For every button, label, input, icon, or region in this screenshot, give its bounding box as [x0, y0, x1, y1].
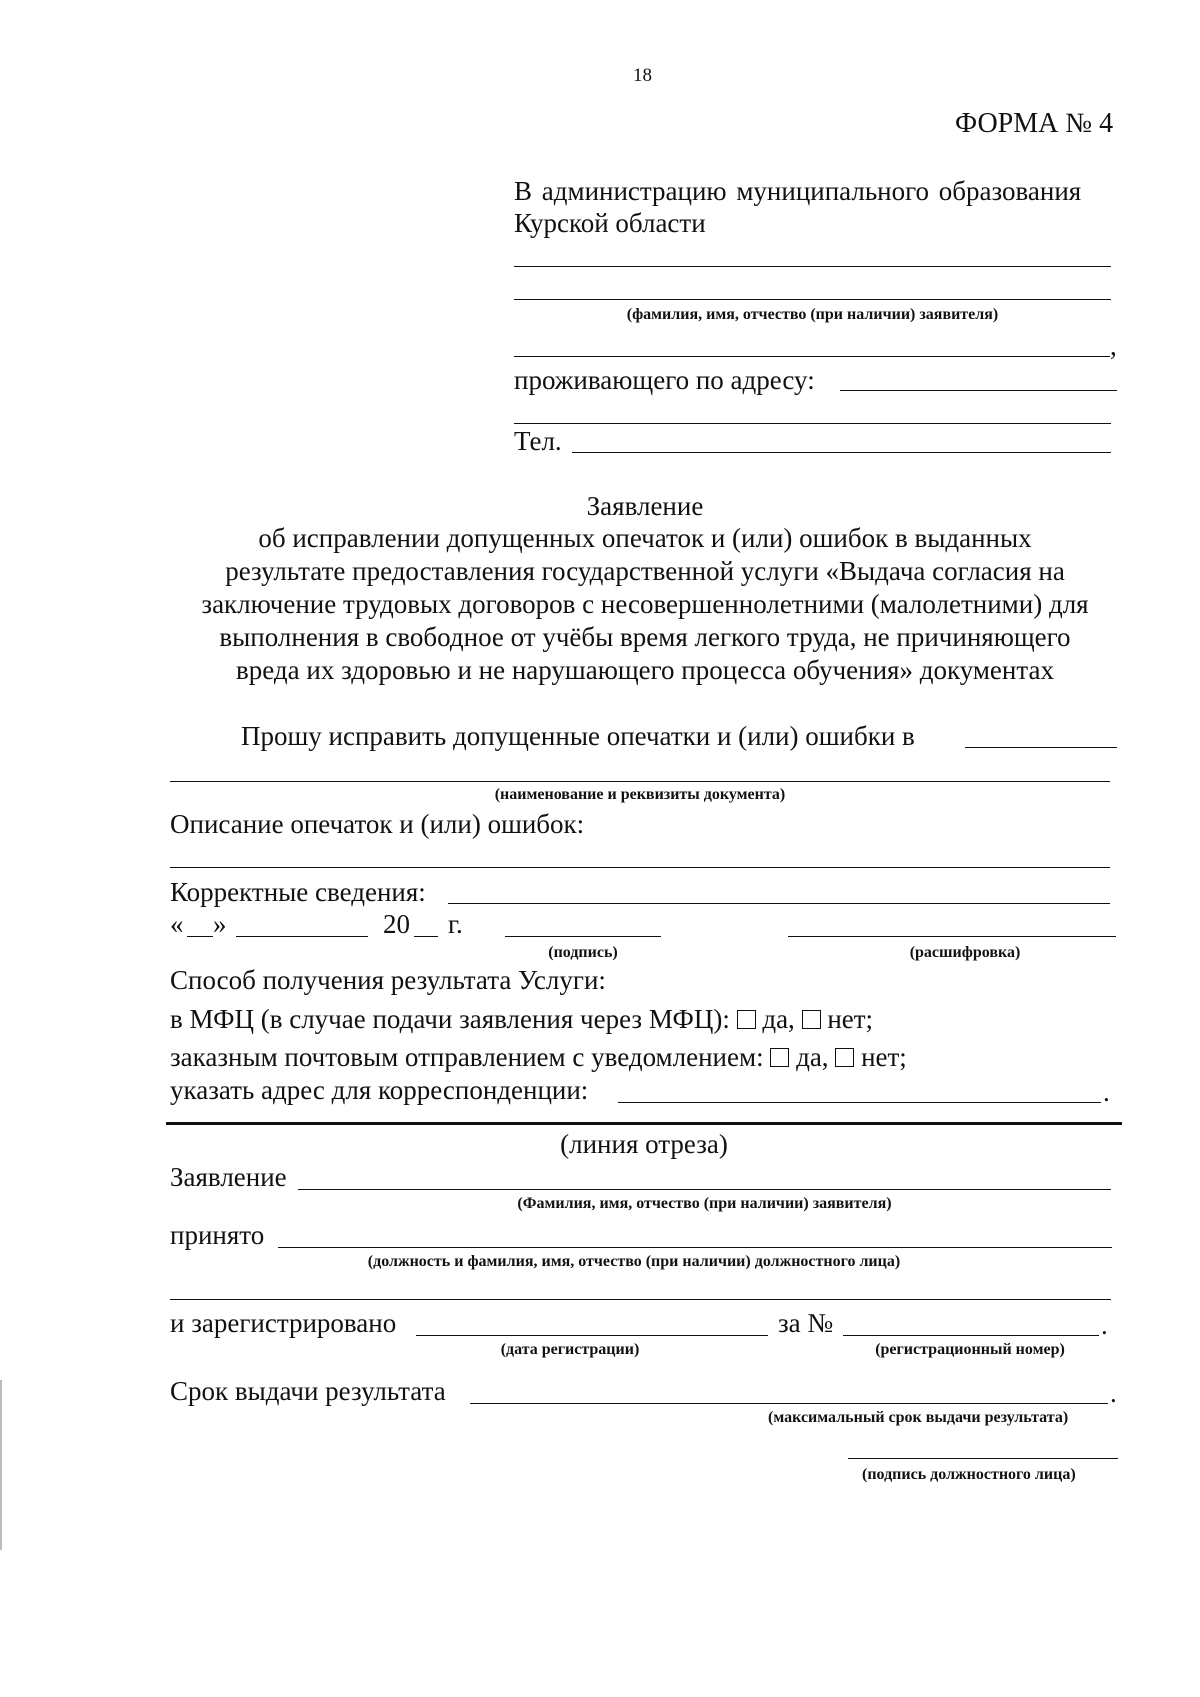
- request-text: Прошу исправить допущенные опечатки и (или) ошибки в: [241, 721, 915, 751]
- title-line-5: вреда их здоровью и не нарушающего процесса обучения» документах: [236, 655, 1054, 685]
- mfc-yes-label: да,: [762, 1004, 795, 1034]
- mfc-option-row: [170, 1003, 873, 1035]
- address-field[interactable]: [618, 1102, 1101, 1103]
- signature-field[interactable]: [505, 936, 661, 937]
- comma: ,: [1110, 331, 1117, 361]
- residence-label: проживающего по адресу:: [514, 365, 815, 395]
- scan-edge-artifact: [0, 1380, 2, 1550]
- date-month-field[interactable]: [236, 936, 368, 937]
- reg-number-field[interactable]: [843, 1335, 1099, 1336]
- official-caption: (должность и фамилия, имя, отчество (при наличии) должностного лица): [367, 1253, 901, 1270]
- receipt-applicant-field[interactable]: [298, 1189, 1111, 1190]
- reg-date-field[interactable]: [416, 1335, 768, 1336]
- reg-number-period: .: [1101, 1310, 1108, 1340]
- address-period: .: [1103, 1077, 1110, 1107]
- mfc-no-checkbox[interactable]: [802, 1010, 821, 1029]
- accepted-label: принято: [170, 1220, 265, 1250]
- addressee-line-1: В администрацию муниципального образования: [514, 176, 1082, 206]
- title-line-4: выполнения в свободное от учёбы время легкого труда, не причиняющего: [219, 622, 1071, 652]
- mail-yes-checkbox[interactable]: [770, 1048, 789, 1067]
- number-label: за №: [778, 1308, 834, 1338]
- document-heading: Заявление: [586, 491, 704, 521]
- deadline-label: Срок выдачи результата: [170, 1376, 446, 1406]
- correct-info-field[interactable]: [448, 903, 1110, 904]
- residence-field[interactable]: [840, 390, 1117, 391]
- decoding-caption: (расшифровка): [909, 944, 1021, 961]
- mail-yes-label: да,: [796, 1042, 829, 1072]
- method-label: Способ получения результата Услуги:: [170, 965, 606, 995]
- signature-caption: (подпись): [548, 944, 618, 961]
- title-line-2: результате предоставления государственной услуги «Выдача согласия на: [225, 556, 1065, 586]
- title-line-3: заключение трудовых договоров с несовершеннолетними (малолетними) для: [201, 589, 1089, 619]
- date-year-field[interactable]: [414, 936, 438, 937]
- year-suffix: г.: [448, 909, 463, 939]
- official-field[interactable]: [278, 1247, 1112, 1248]
- deadline-field[interactable]: [470, 1403, 1108, 1404]
- request-field[interactable]: [965, 747, 1117, 748]
- cut-line: [166, 1122, 1122, 1125]
- decoding-field[interactable]: [788, 936, 1116, 937]
- applicant-name-field-2[interactable]: [514, 299, 1111, 300]
- official-signature-caption: (подпись должностного лица): [862, 1466, 1076, 1483]
- errors-label: Описание опечаток и (или) ошибок:: [170, 809, 585, 839]
- date-day-field[interactable]: [187, 936, 213, 937]
- addressee-line-2: Курской области: [514, 208, 706, 238]
- page-number: 18: [633, 65, 652, 86]
- registered-label: и зарегистрировано: [170, 1308, 397, 1338]
- date-open-quote: «: [170, 909, 184, 939]
- phone-field[interactable]: [572, 452, 1111, 453]
- document-name-field[interactable]: [170, 781, 1110, 782]
- address-label: указать адрес для корреспонденции:: [170, 1075, 589, 1105]
- applicant-name-field-1[interactable]: [514, 266, 1111, 267]
- official-signature-field[interactable]: [848, 1458, 1118, 1459]
- mfc-option-text: в МФЦ (в случае подачи заявления через МФЦ):: [170, 1004, 730, 1034]
- mail-no-checkbox[interactable]: [835, 1048, 854, 1067]
- reg-number-caption: (регистрационный номер): [875, 1341, 1065, 1358]
- receipt-application-label: Заявление: [170, 1162, 287, 1192]
- mfc-yes-checkbox[interactable]: [737, 1010, 756, 1029]
- official-field-2[interactable]: [170, 1299, 1111, 1300]
- cut-line-label: (линия отреза): [560, 1129, 728, 1159]
- applicant-name-field-3[interactable]: [514, 356, 1110, 357]
- document-name-caption: (наименование и реквизиты документа): [494, 786, 786, 803]
- date-close-quote: »: [213, 909, 227, 939]
- deadline-caption: (максимальный срок выдачи результата): [768, 1409, 1069, 1426]
- phone-label: Тел.: [514, 426, 562, 456]
- receipt-applicant-caption: (Фамилия, имя, отчество (при наличии) заявителя): [517, 1195, 892, 1212]
- mail-option-row: [170, 1041, 907, 1073]
- title-line-1: об исправлении допущенных опечаток и (или) ошибок в выданных: [258, 523, 1032, 553]
- applicant-name-caption: (фамилия, имя, отчество (при наличии) заявителя): [626, 306, 999, 323]
- mail-no-label: нет;: [861, 1042, 907, 1072]
- mail-option-text: заказным почтовым отправлением с уведомлением:: [170, 1042, 764, 1072]
- deadline-period: .: [1110, 1378, 1117, 1408]
- mfc-no-label: нет;: [827, 1004, 874, 1034]
- errors-field[interactable]: [170, 867, 1110, 868]
- reg-date-caption: (дата регистрации): [500, 1341, 640, 1358]
- correct-info-label: Корректные сведения:: [170, 877, 426, 907]
- form-title: ФОРМА № 4: [955, 108, 1114, 139]
- residence-field-2[interactable]: [514, 423, 1111, 424]
- year-prefix: 20: [383, 909, 410, 939]
